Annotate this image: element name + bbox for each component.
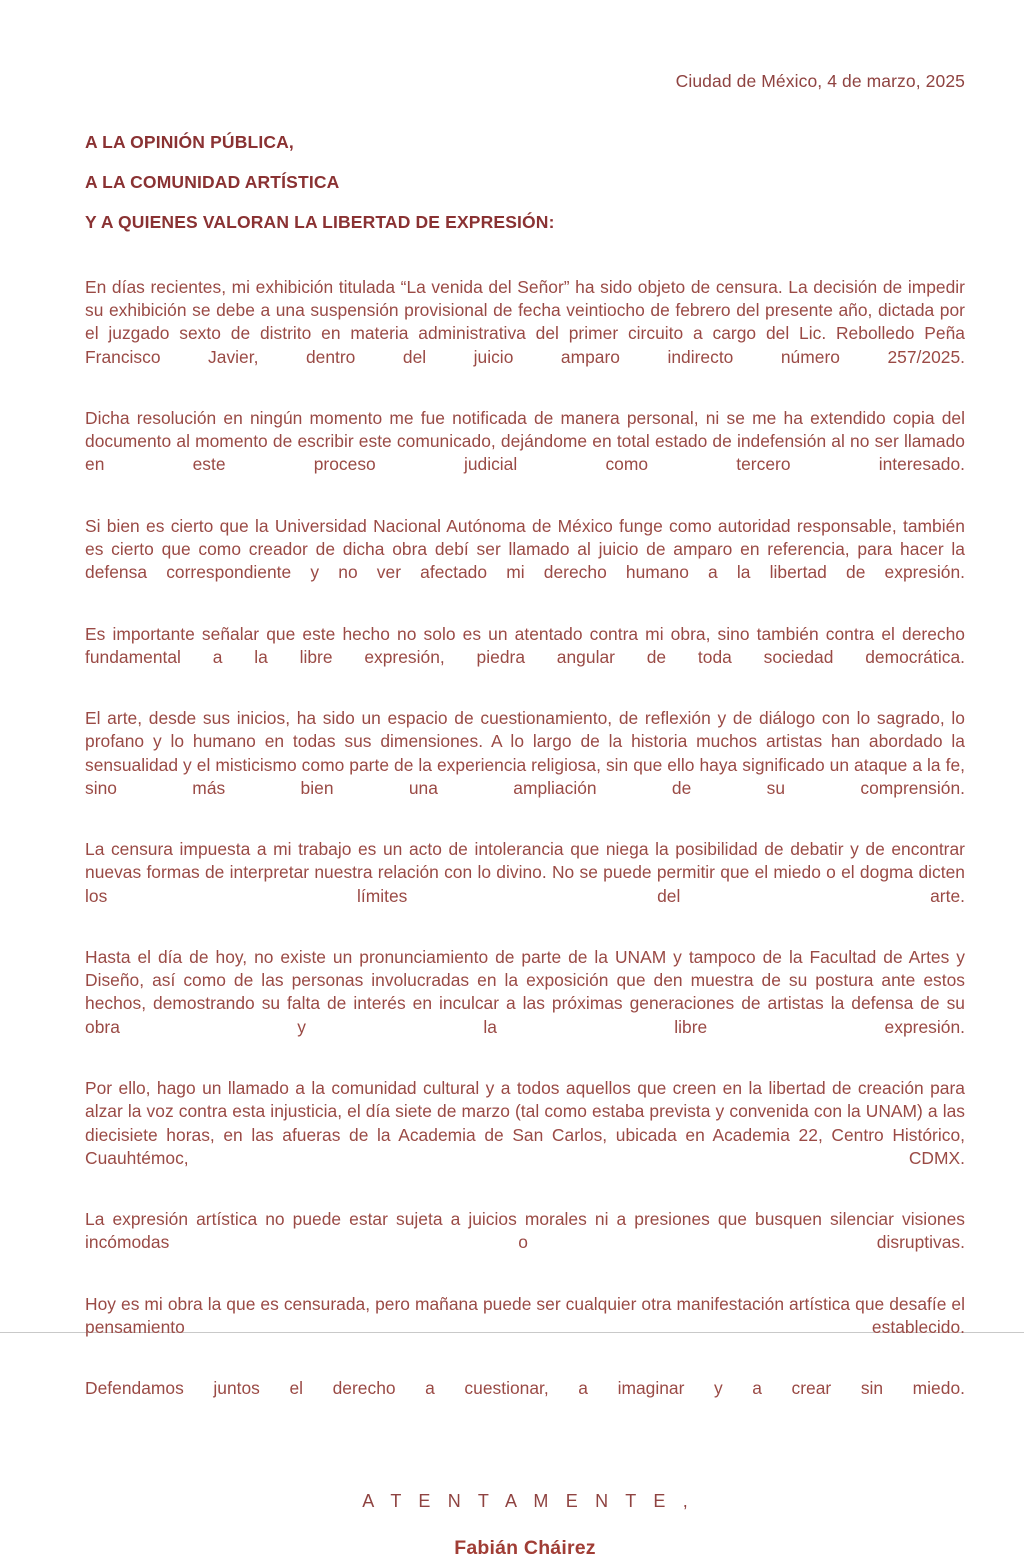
salutation-line-1: A LA OPINIÓN PÚBLICA, bbox=[85, 132, 294, 152]
signature-closing: A T E N T A M E N T E , bbox=[362, 1490, 694, 1511]
signature-block bbox=[85, 1488, 965, 1561]
body-paragraph: Hoy es mi obra la que es censurada, pero mañana puede ser cualquier otra manifestación artística que desafíe el pensamiento establecido. bbox=[85, 1293, 965, 1337]
body-paragraph: Si bien es cierto que la Universidad Nacional Autónoma de México funge como autoridad responsable, también es cierto que como creador de dicha obra debí ser llamado al juicio de amparo en referencia, para hacer la defensa correspondiente y no ver afectado mi derecho humano a la libertad de expresión. bbox=[85, 515, 965, 583]
body-paragraph: Hasta el día de hoy, no existe un pronunciamiento de parte de la UNAM y tampoco de la Facultad de Artes y Diseño, así como de las personas involucradas en la exposición que den muestra de su postura ante estos hechos, demostrando su falta de interés en inculcar a las próximas generaciones de artistas la defensa de su obra y la libre expresión. bbox=[85, 947, 965, 1037]
document-content bbox=[85, 0, 965, 1561]
salutation-block bbox=[85, 131, 965, 234]
body-paragraph: El arte, desde sus inicios, ha sido un espacio de cuestionamiento, de reflexión y de diálogo con lo sagrado, lo profano y lo humano en todas sus dimensiones. A lo largo de la historia muchos artistas han abordado la sensualidad y el misticismo como parte de la experiencia religiosa, sin que ello haya significado un ataque a la fe, sino más bien una ampliación de su comprensión. bbox=[85, 708, 965, 798]
salutation-line-2: A LA COMUNIDAD ARTÍSTICA bbox=[85, 172, 340, 192]
body-paragraph: Defendamos juntos el derecho a cuestionar, a imaginar y a crear sin miedo. bbox=[85, 1378, 965, 1399]
signature-name: Fabián Cháirez bbox=[454, 1536, 596, 1559]
letter-body bbox=[85, 276, 965, 1424]
body-paragraph: Es importante señalar que este hecho no solo es un atentado contra mi obra, sino también contra el derecho fundamental a la libre expresión, piedra angular de toda sociedad democrática. bbox=[85, 623, 965, 667]
body-paragraph: Por ello, hago un llamado a la comunidad cultural y a todos aquellos que creen en la libertad de creación para alzar la voz contra esta injusticia, el día siete de marzo (tal como estaba prevista y convenida con la UNAM) a las diecisiete horas, en las afueras de la Academia de San Carlos, ubicada en Academia 22, Centro Histórico, Cuauhtémoc, CDMX. bbox=[85, 1078, 965, 1168]
body-paragraph: Dicha resolución en ningún momento me fue notificada de manera personal, ni se me ha extendido copia del documento al momento de escribir este comunicado, dejándome en total estado de indefensión al no ser llamado en este proceso judicial como tercero interesado. bbox=[85, 408, 965, 475]
salutation-line-3: Y A QUIENES VALORAN LA LIBERTAD DE EXPRESIÓN: bbox=[85, 212, 555, 232]
body-paragraph: En días recientes, mi exhibición titulada “La venida del Señor” ha sido objeto de censura. La decisión de impedir su exhibición se debe a una suspensión provisional de fecha veintiocho de febrero del presente año, dictada por el juzgado sexto de distrito en materia administrativa del primer circuito a cargo del Lic. Rebolledo Peña Francisco Javier, dentro del juicio amparo indirecto número 257/2025. bbox=[85, 277, 965, 367]
body-paragraph: La censura impuesta a mi trabajo es un acto de intolerancia que niega la posibilidad de debatir y de encontrar nuevas formas de interpretar nuestra relación con lo divino. No se puede permitir que el miedo o el dogma dicten los límites del arte. bbox=[85, 839, 965, 906]
body-paragraph: La expresión artística no puede estar sujeta a juicios morales ni a presiones que busquen silenciar visiones incómodas o disruptivas. bbox=[85, 1209, 965, 1253]
dateline: Ciudad de México, 4 de marzo, 2025 bbox=[675, 71, 965, 91]
